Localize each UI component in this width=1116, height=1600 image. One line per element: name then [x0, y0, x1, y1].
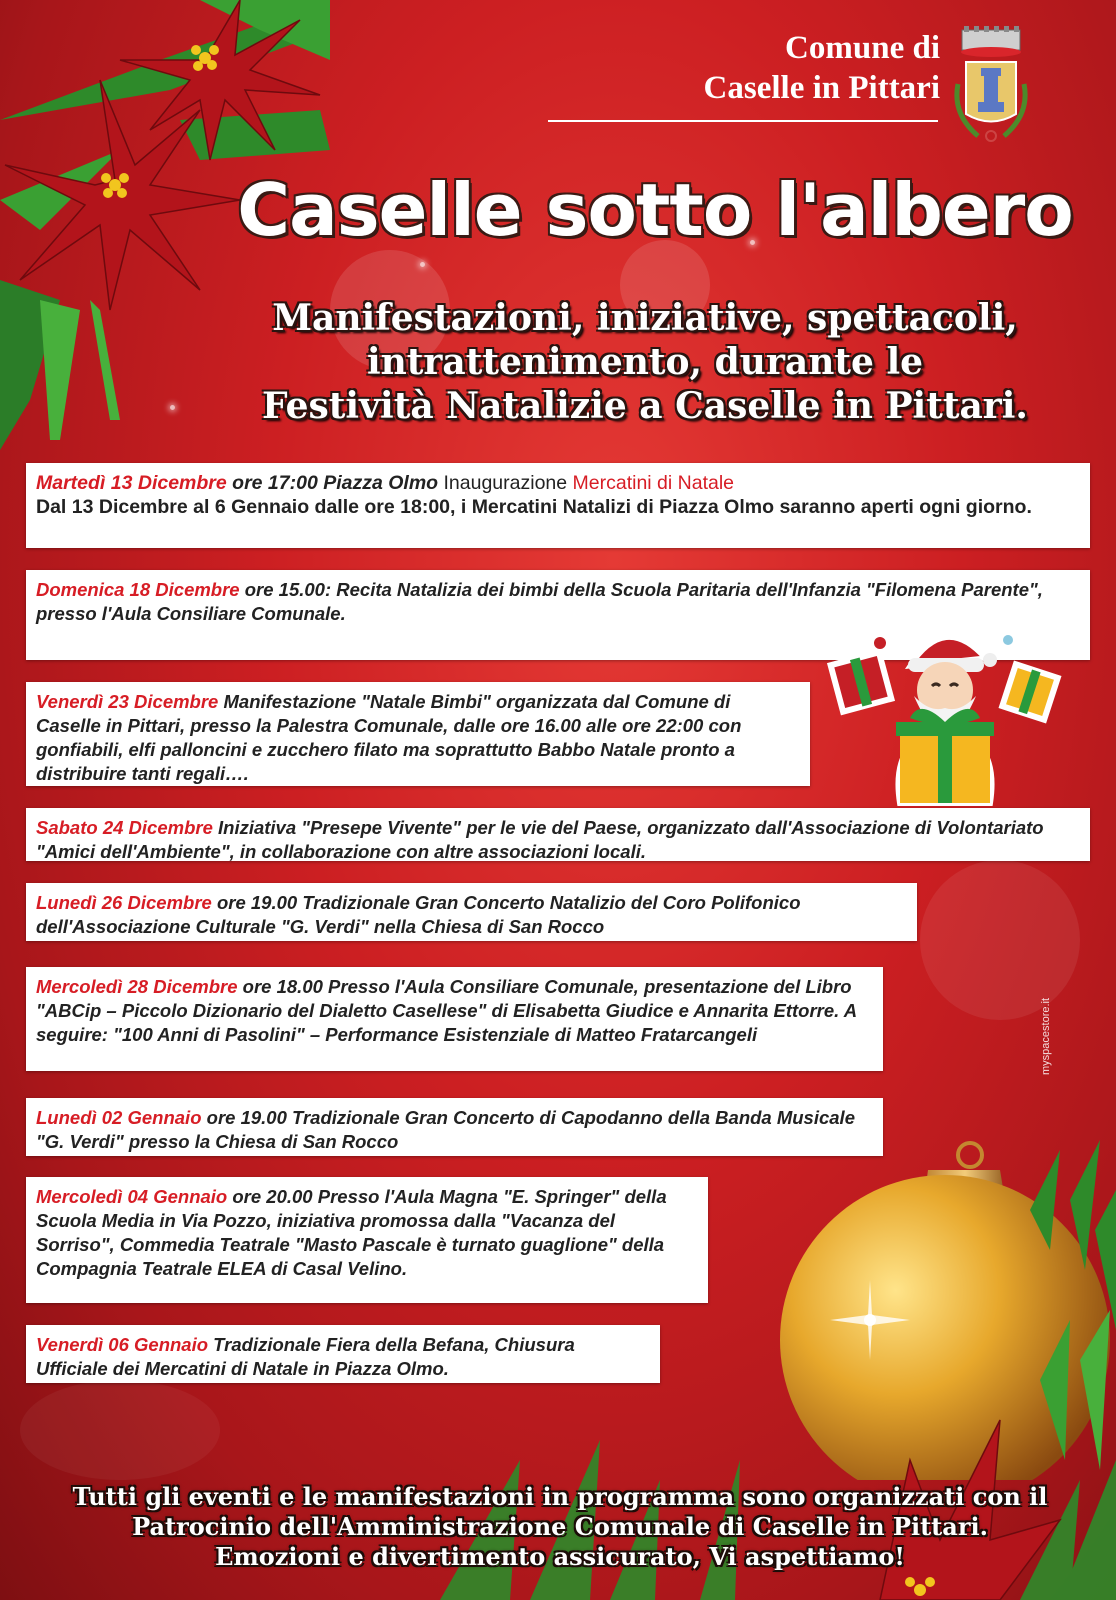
footer-message [20, 1482, 1100, 1572]
event-description: ore 15.00: Recita Natalizia dei bimbi della Scuola Paritaria dell'Infanzia "Filomena Parente", presso l'Aula Consiliare Comunale. [36, 579, 1043, 624]
event-date: Venerdì 23 Dicembre [36, 691, 219, 712]
event-date: Mercoledì 04 Gennaio [36, 1186, 228, 1207]
event-date: Lunedì 26 Dicembre [36, 892, 212, 913]
sparkle [420, 262, 425, 267]
santa-claus-icon [820, 618, 1070, 808]
poster-title: Caselle sotto l'albero [237, 168, 1073, 252]
municipality-name [560, 28, 940, 108]
event-description: Manifestazione "Natale Bimbi" organizzata dal Comune di Caselle in Pittari, presso la Palestra Comunale, dalle ore 16.00 alle ore 22:00 con gonfiabili, elfi palloncini e zucchero filato ma soprattutto Babbo Natale pronto a distribuire tanti regali…. [36, 691, 742, 784]
event-description: ore 18.00 Presso l'Aula Consiliare Comunale, presentazione del Libro "ABCip – Piccolo Dizionario del Dialetto Casellese" di Elisabetta Giudice e Annarita Ettorre. A seguire: "100 Anni di Pasolini" – Performance Esistenziale di Matteo Fratarcangeli [36, 976, 857, 1045]
printer-credit: myspacestore.it [1040, 997, 1052, 1075]
event-date: Venerdì 06 Gennaio [36, 1334, 209, 1355]
event-description: Tradizionale Fiera della Befana, Chiusura Ufficiale dei Mercatini di Natale in Piazza Olmo. [36, 1334, 575, 1379]
bokeh-light [20, 1380, 220, 1480]
event-date: Lunedì 02 Gennaio [36, 1107, 202, 1128]
subtitle-line3: Festività Natalizie a Caselle in Pittari. [262, 385, 1028, 427]
municipality-line1: Comune di [785, 30, 940, 66]
municipality-line2: Caselle in Pittari [703, 70, 940, 106]
event-description: ore 19.00 Tradizionale Gran Concerto Natalizio del Coro Polifonico dell'Associazione Culturale "G. Verdi" nella Chiesa di San Rocco [36, 892, 801, 937]
event-highlight: Mercatini di Natale [572, 472, 735, 494]
event-date: Mercoledì 28 Dicembre [36, 976, 238, 997]
event-card [26, 1177, 708, 1303]
event-card [26, 463, 1090, 548]
event-card [26, 883, 917, 941]
event-description: ore 19.00 Tradizionale Gran Concerto di Capodanno della Banda Musicale "G. Verdi" presso la Chiesa di San Rocco [36, 1107, 855, 1152]
event-description: Iniziativa "Presepe Vivente" per le vie del Paese, organizzato dall'Associazione di Volontariato "Amici dell'Ambiente", in collaborazione con altre associazioni locali. [36, 817, 1044, 862]
footer-line3: Emozioni e divertimento assicurato, Vi aspettiamo! [215, 1542, 905, 1571]
event-card [26, 1325, 660, 1383]
subtitle-line2: intrattenimento, durante le [366, 341, 924, 383]
bokeh-light [920, 860, 1080, 1020]
event-date: Domenica 18 Dicembre [36, 579, 240, 600]
event-description: Dal 13 Dicembre al 6 Gennaio dalle ore 18:00, i Mercatini Natalizi di Piazza Olmo saranno aperti ogni giorno. [36, 496, 1032, 518]
poster-subtitle [210, 296, 1080, 428]
event-time-place: ore 17:00 Piazza Olmo [226, 472, 439, 494]
event-label: Inaugurazione [438, 472, 573, 494]
footer-line2: Patrocinio dell'Amministrazione Comunale di Caselle in Pittari. [132, 1512, 988, 1541]
event-card [26, 967, 883, 1071]
header-divider [548, 120, 938, 122]
event-card [26, 682, 810, 786]
municipal-crest-icon [948, 24, 1034, 154]
footer-line1: Tutti gli eventi e le manifestazioni in programma sono organizzati con il [72, 1482, 1048, 1511]
event-date: Martedì 13 Dicembre [36, 472, 227, 494]
event-date: Sabato 24 Dicembre [36, 817, 213, 838]
event-description: ore 20.00 Presso l'Aula Magna "E. Springer" della Scuola Media in Via Pozzo, iniziativa promossa dalla "Vacanza del Sorriso", Commedia Teatrale "Masto Pascale è turnato guaglione" della Compagnia Teatrale ELEA di Casal Velino. [36, 1186, 667, 1279]
subtitle-line1: Manifestazioni, iniziative, spettacoli, [272, 297, 1018, 339]
event-card [26, 808, 1090, 861]
